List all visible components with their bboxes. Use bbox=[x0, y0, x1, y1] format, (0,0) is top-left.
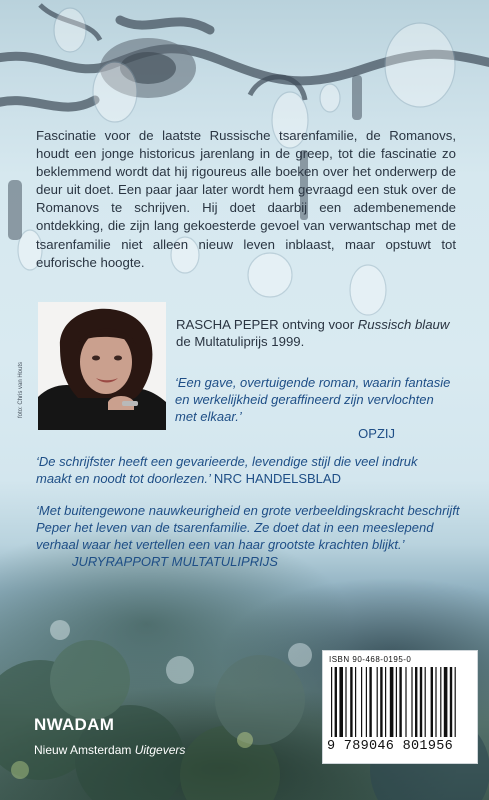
review-quote: ‘Met buitengewone nauwkeurigheid en grote verbeeldingskracht beschrijft Peper het leven van de tsarenfamilie. Ze doet dat in een meeslepend verhaal waar het vertellen een van haar grootste krachten blijkt.’ JURYRAPPORT MULTATULIPRIJS bbox=[36, 503, 460, 569]
barcode-label bbox=[322, 650, 478, 764]
author-name: RASCHA PEPER bbox=[176, 317, 279, 332]
award-note: RASCHA PEPER ontving voor Russisch blauw de Multatuliprijs 1999. bbox=[176, 317, 450, 349]
review-source: JURYRAPPORT MULTATULIPRIJS bbox=[72, 554, 278, 569]
barcode-bars bbox=[329, 667, 471, 741]
book-description: Fascinatie voor de laatste Russische tsarenfamilie, de Romanovs, houdt een jonge historicus jarenlang in de greep, tot die fascinatie zo beklemmend wordt dat hij rigoureus alle boeken over het onderwerp de deur uit doet. Een paar jaar later wordt hem gevraagd een stuk over de Romanovs te schrijven. Hij doet daarbij een adembenemende ontdekking, die zijn lang gekoesterde gevoel van verwantschap met de tsarenfamilie niet alleen nieuw leven inblaast, maar opstuwt tot euforische hoogte. bbox=[36, 128, 456, 270]
review-source: NRC HANDELSBLAD bbox=[213, 471, 341, 486]
review-quote: ‘Een gave, overtuigende roman, waarin fantasie en werkelijkheid geraffineerd zijn vervlochten met elkaar.’ OPZIJ bbox=[175, 374, 455, 442]
publisher-logo: NWADAM bbox=[34, 715, 115, 734]
publisher-name: Nieuw Amsterdam Uitgevers bbox=[34, 743, 186, 757]
photo-credit: foto: Chris van Houts bbox=[18, 361, 24, 418]
review-source: OPZIJ bbox=[358, 426, 395, 441]
review-quote: ‘De schrijfster heeft een gevarieerde, levendige stijl die veel indruk maakt en noodt tot doorlezen.’ NRC HANDELSBLAD bbox=[36, 454, 418, 486]
barcode-number: 9 789046 801956 bbox=[327, 739, 454, 754]
author-photo bbox=[38, 302, 166, 430]
isbn: ISBN 90-468-0195-0 bbox=[329, 655, 412, 664]
book-title: Russisch blauw bbox=[357, 317, 450, 332]
